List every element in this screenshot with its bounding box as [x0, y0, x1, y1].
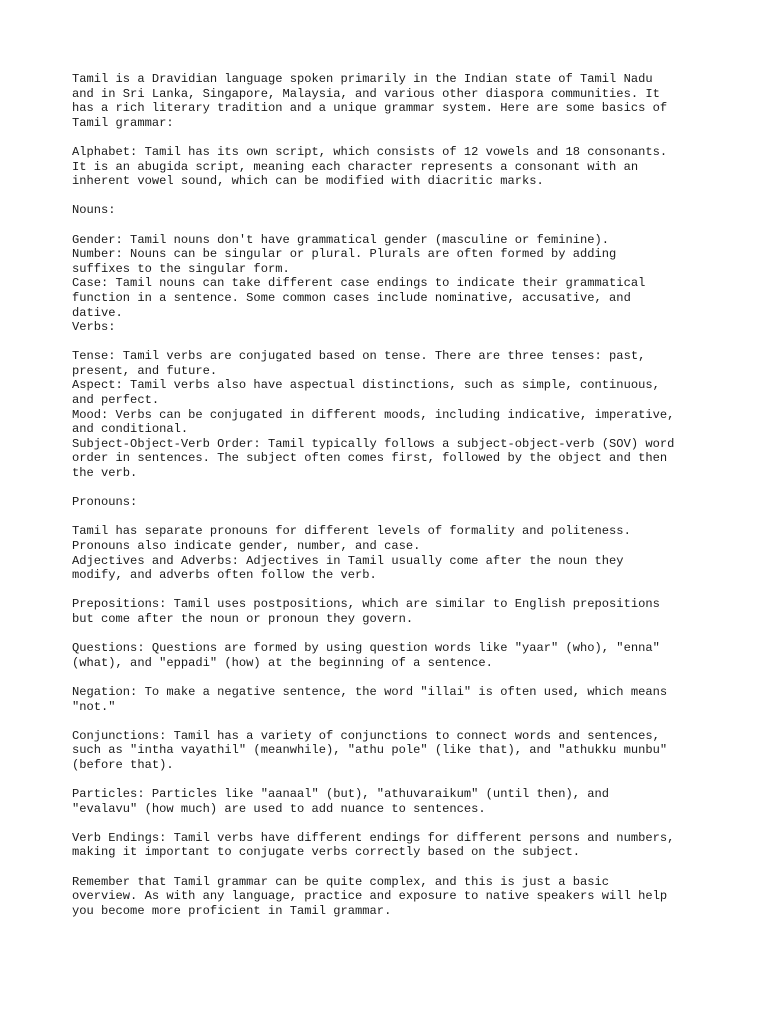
- paragraph-spacer: [72, 714, 732, 729]
- text-line: "not.": [72, 699, 116, 714]
- paragraph-pronouns: [72, 524, 732, 582]
- text-line: Adjectives and Adverbs: Adjectives in Tamil usually come after the noun they: [72, 553, 624, 568]
- text-line: order in sentences. The subject often comes first, followed by the object and then: [72, 451, 668, 466]
- text-line: Negation: To make a negative sentence, the word "illai" is often used, which means: [72, 684, 668, 699]
- text-line: such as "intha vayathil" (meanwhile), "athu pole" (like that), and "athukku munbu": [72, 743, 668, 758]
- text-line: Prepositions: Tamil uses postpositions, which are similar to English prepositions: [72, 597, 660, 612]
- text-line: function in a sentence. Some common cases include nominative, accusative, and: [72, 290, 631, 305]
- paragraph-spacer: [72, 627, 732, 642]
- text-line: Pronouns also indicate gender, number, and case.: [72, 539, 421, 553]
- paragraph-spacer: [72, 335, 732, 350]
- text-line: Tamil grammar:: [72, 115, 174, 130]
- text-line: Tamil has separate pronouns for different levels of formality and politeness.: [72, 524, 631, 539]
- text-line: (what), and "eppadi" (how) at the beginning of a sentence.: [72, 655, 493, 670]
- text-line: Verbs:: [72, 320, 116, 335]
- text-line: (before that).: [72, 757, 174, 772]
- text-line: Particles: Particles like "aanaal" (but), "athuvaraikum" (until then), and: [72, 787, 610, 802]
- text-line: Aspect: Tamil verbs also have aspectual distinctions, such as simple, continuous,: [72, 378, 660, 393]
- text-line: Nouns:: [72, 203, 116, 218]
- paragraph-conjunctions: [72, 729, 732, 773]
- text-line: Pronouns:: [72, 495, 138, 510]
- text-line: but come after the noun or pronoun they govern.: [72, 611, 414, 626]
- document-body: [72, 72, 732, 918]
- text-line: making it important to conjugate verbs correctly based on the subject.: [72, 845, 581, 860]
- text-line: and in Sri Lanka, Singapore, Malaysia, and various other diaspora communities. It: [72, 86, 660, 101]
- text-line: inherent vowel sound, which can be modified with diacritic marks.: [72, 174, 544, 189]
- paragraph-spacer: [72, 189, 732, 204]
- text-line: It is an abugida script, meaning each character represents a consonant with an: [72, 159, 639, 174]
- paragraph-spacer: [72, 860, 732, 875]
- paragraph-spacer: [72, 130, 732, 145]
- text-line: the verb.: [72, 466, 138, 481]
- text-line: present, and future.: [72, 363, 218, 378]
- text-line: Mood: Verbs can be conjugated in different moods, including indicative, imperative,: [72, 407, 675, 422]
- paragraph-verbs: [72, 349, 732, 480]
- text-line: Number: Nouns can be singular or plural. Plurals are often formed by adding: [72, 247, 617, 262]
- text-line: Tamil is a Dravidian language spoken primarily in the Indian state of Tamil Nadu: [72, 72, 653, 86]
- paragraph-spacer: [72, 481, 732, 496]
- text-line: you become more proficient in Tamil grammar.: [72, 903, 392, 918]
- text-line: has a rich literary tradition and a unique grammar system. Here are some basics of: [72, 101, 668, 116]
- text-line: Alphabet: Tamil has its own script, which consists of 12 vowels and 18 consonants.: [72, 144, 668, 159]
- paragraph-nouns: [72, 233, 732, 335]
- text-line: suffixes to the singular form.: [72, 261, 290, 276]
- heading-nouns: [72, 203, 732, 218]
- text-line: Subject-Object-Verb Order: Tamil typically follows a subject-object-verb (SOV) word: [72, 436, 675, 451]
- text-line: Conjunctions: Tamil has a variety of conjunctions to connect words and sentences,: [72, 728, 660, 743]
- text-line: and conditional.: [72, 422, 189, 437]
- paragraph-negation: [72, 685, 732, 714]
- paragraph-prepositions: [72, 597, 732, 626]
- paragraph-conclusion: [72, 875, 732, 919]
- paragraph-spacer: [72, 583, 732, 598]
- paragraph-questions: [72, 641, 732, 670]
- paragraph-spacer: [72, 218, 732, 233]
- paragraph-verb-endings: [72, 831, 732, 860]
- text-line: dative.: [72, 305, 123, 320]
- text-line: Verb Endings: Tamil verbs have different endings for different persons and numbers,: [72, 830, 675, 845]
- paragraph-spacer: [72, 510, 732, 525]
- text-line: "evalavu" (how much) are used to add nuance to sentences.: [72, 801, 486, 816]
- paragraph-spacer: [72, 816, 732, 831]
- heading-pronouns: [72, 495, 732, 510]
- paragraph-intro: [72, 72, 732, 130]
- text-line: Remember that Tamil grammar can be quite complex, and this is just a basic: [72, 874, 610, 889]
- paragraph-particles: [72, 787, 732, 816]
- text-line: Tense: Tamil verbs are conjugated based on tense. There are three tenses: past,: [72, 349, 646, 364]
- text-line: Questions: Questions are formed by using question words like "yaar" (who), "enna": [72, 641, 660, 656]
- text-line: overview. As with any language, practice and exposure to native speakers will help: [72, 889, 668, 904]
- text-line: Gender: Tamil nouns don't have grammatical gender (masculine or feminine).: [72, 232, 610, 247]
- paragraph-spacer: [72, 670, 732, 685]
- text-line: Case: Tamil nouns can take different case endings to indicate their grammatical: [72, 276, 646, 291]
- paragraph-spacer: [72, 773, 732, 788]
- text-line: and perfect.: [72, 393, 160, 408]
- text-line: modify, and adverbs often follow the verb.: [72, 568, 377, 583]
- paragraph-alphabet: [72, 145, 732, 189]
